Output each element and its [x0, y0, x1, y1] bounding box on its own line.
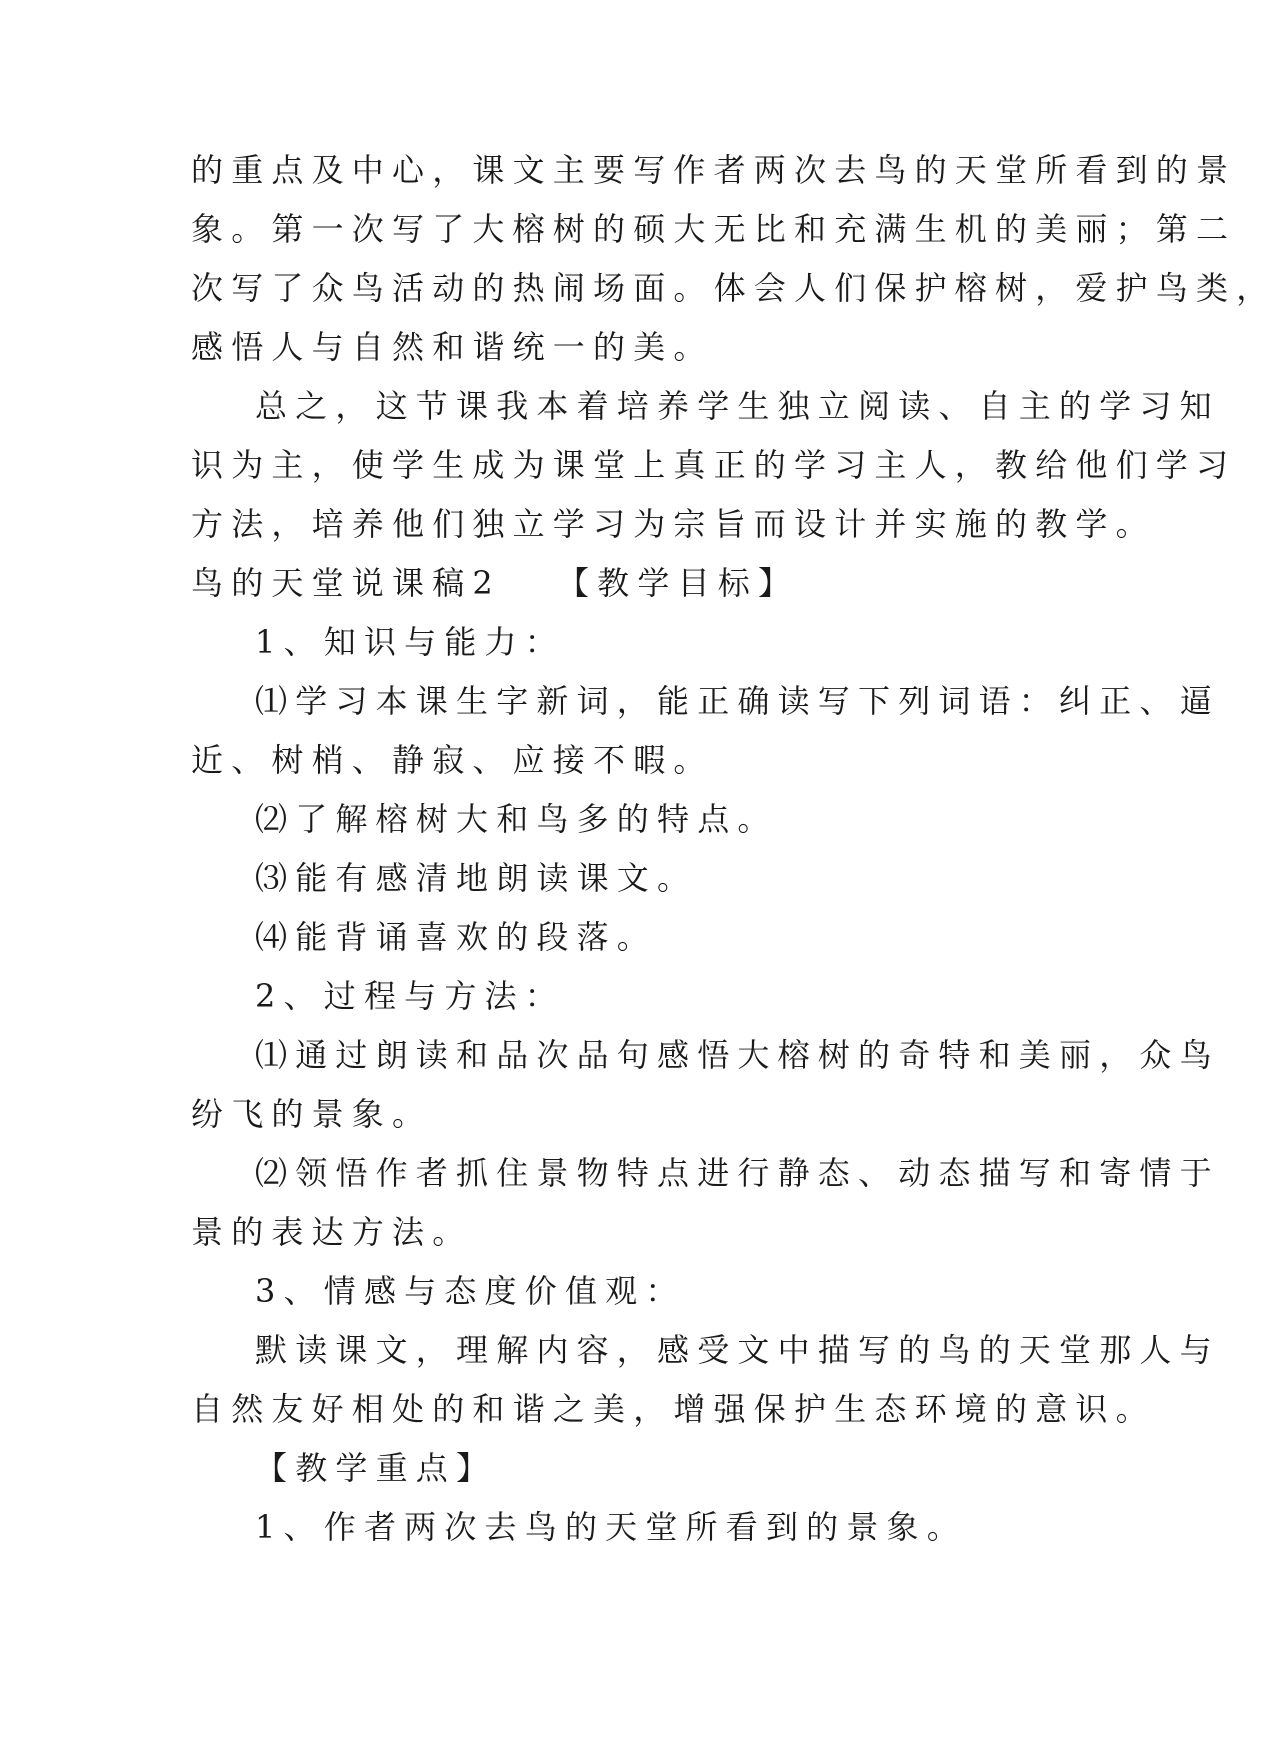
paragraph-line: 次写了众鸟活动的热闹场面。体会人们保护榕树，爱护鸟类， — [191, 269, 1276, 307]
objective-item: ⑷能背诵喜欢的段落。 — [255, 918, 658, 956]
paragraph-line: 识为主，使学生成为课堂上真正的学习主人，教给他们学习 — [191, 446, 1237, 484]
objective-item-continued: 纷飞的景象。 — [191, 1095, 433, 1133]
objective-heading: 1、知识与能力： — [255, 623, 565, 661]
objective-item-continued: 近、树梢、静寂、应接不暇。 — [191, 741, 714, 779]
section-subtitle: 【教学目标】 — [556, 564, 799, 602]
objective-item-continued: 景的表达方法。 — [191, 1213, 473, 1251]
objective-item: 默读课文，理解内容，感受文中描写的鸟的天堂那人与 — [255, 1331, 1220, 1369]
objective-item: ⑶能有感清地朗读课文。 — [255, 859, 698, 897]
objective-item: ⑴通过朗读和品次品句感悟大榕树的奇特和美丽，众鸟 — [255, 1036, 1220, 1074]
paragraph-line: 的重点及中心，课文主要写作者两次去鸟的天堂所看到的景 — [191, 151, 1237, 189]
objective-item: ⑴学习本课生字新词，能正确读写下列词语：纠正、逼 — [255, 682, 1220, 720]
section-heading — [191, 563, 1061, 607]
objective-heading: 3、情感与态度价值观： — [255, 1272, 686, 1310]
paragraph-line: 方法，培养他们独立学习为宗旨而设计并实施的教学。 — [191, 505, 1156, 543]
objective-heading: 2、过程与方法： — [255, 977, 565, 1015]
paragraph-line: 象。第一次写了大榕树的硕大无比和充满生机的美丽；第二 — [191, 210, 1237, 248]
paragraph-line: 总之，这节课我本着培养学生独立阅读、自主的学习知 — [255, 387, 1220, 425]
section-title: 鸟的天堂说课稿2 — [191, 564, 501, 602]
key-points-heading: 【教学重点】 — [255, 1449, 497, 1487]
key-point-item: 1、作者两次去鸟的天堂所看到的景象。 — [255, 1508, 967, 1546]
paragraph-line: 感悟人与自然和谐统一的美。 — [191, 328, 714, 366]
objective-item: ⑵领悟作者抓住景物特点进行静态、动态描写和寄情于 — [255, 1154, 1220, 1192]
objective-item-continued: 自然友好相处的和谐之美，增强保护生态环境的意识。 — [191, 1390, 1156, 1428]
objective-item: ⑵了解榕树大和鸟多的特点。 — [255, 800, 778, 838]
